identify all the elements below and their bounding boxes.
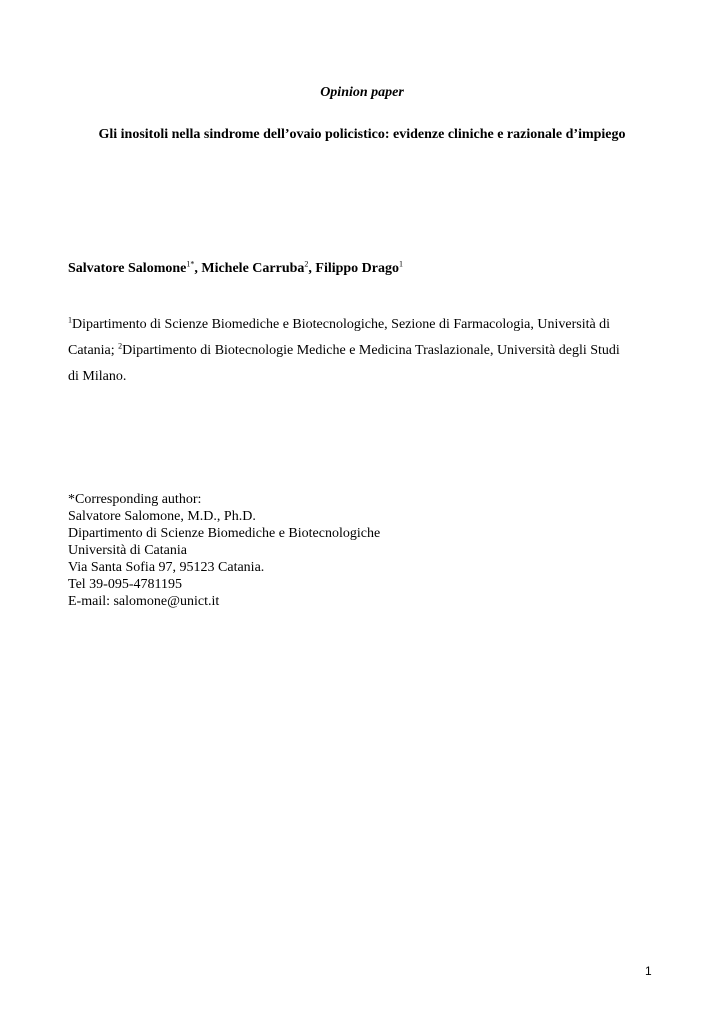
author-name: Michele Carruba: [201, 261, 305, 276]
corresponding-heading: *Corresponding author:: [68, 492, 202, 507]
paper-title: Gli inositoli nella sindrome dell’ovaio policistico: evidenze cliniche e razionale d’impiego: [98, 127, 626, 142]
corresponding-author-block: [68, 491, 380, 610]
corresponding-address: Via Santa Sofia 97, 95123 Catania.: [68, 560, 265, 575]
author-affiliation-mark: 1*: [186, 259, 195, 269]
author-name: Filippo Drago: [315, 261, 400, 276]
affiliation-mark: 2: [118, 341, 123, 351]
corresponding-department: Dipartimento di Scienze Biomediche e Biotecnologiche: [68, 526, 381, 541]
page-number: 1: [645, 964, 652, 978]
affiliation-line: [68, 338, 668, 364]
affiliation-text: Dipartimento di Scienze Biomediche e Biotecnologiche, Sezione di Farmacologia, Università di: [72, 317, 611, 332]
paper-type-label: Opinion paper: [320, 85, 404, 100]
affiliation-line: [68, 312, 668, 338]
corresponding-email: E-mail: salomone@unict.it: [68, 594, 220, 609]
affiliations-block: [68, 312, 668, 390]
author-separator: ,: [308, 261, 316, 276]
corresponding-name: Salvatore Salomone, M.D., Ph.D.: [68, 509, 256, 524]
author-list: [68, 261, 403, 277]
affiliation-text: di Milano.: [68, 369, 127, 384]
affiliation-text: Dipartimento di Biotecnologie Mediche e Medicina Traslazionale, Università degli Studi: [122, 343, 620, 358]
author-affiliation-mark: 2: [304, 259, 309, 269]
affiliation-line: [68, 364, 668, 390]
corresponding-phone: Tel 39-095-4781195: [68, 577, 182, 592]
affiliation-mark: 1: [68, 315, 72, 325]
author-affiliation-mark: 1: [399, 259, 404, 269]
author-name: Salvatore Salomone: [68, 261, 187, 276]
author-separator: ,: [194, 261, 202, 276]
corresponding-university: Università di Catania: [68, 543, 187, 558]
affiliation-text: Catania;: [68, 343, 119, 358]
